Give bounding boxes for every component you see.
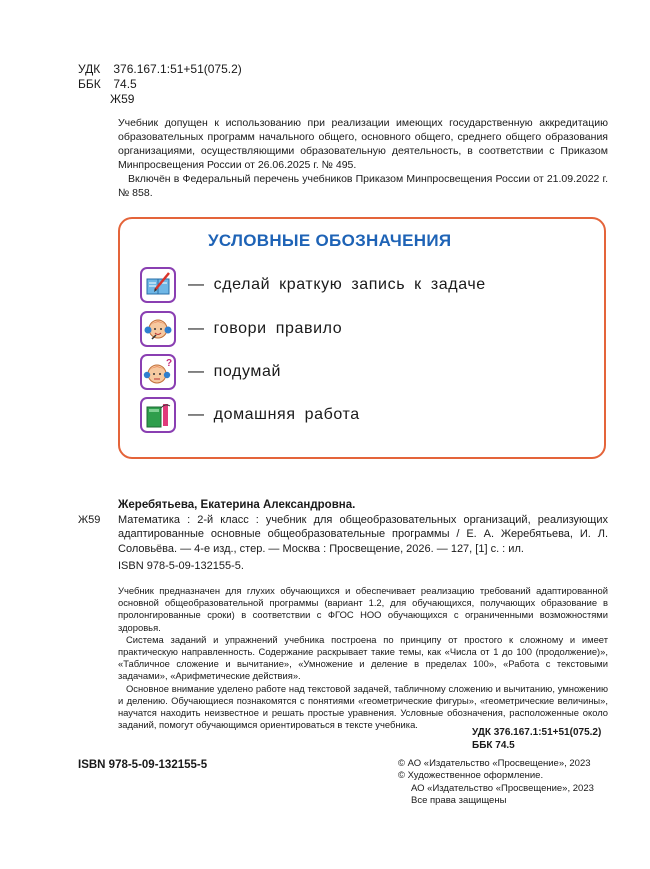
legend-title: УСЛОВНЫЕ ОБОЗНАЧЕНИЯ (208, 231, 452, 250)
isbn-bottom: ISBN 978-5-09-132155-5 (78, 759, 208, 771)
legend-item-say-rule (140, 310, 590, 348)
udk-value: 376.167.1:51+51(075.2) (113, 62, 242, 76)
copyright-line: © АО «Издательство «Просвещение», 2023 (398, 758, 591, 769)
copyright-line: АО «Издательство «Просвещение», 2023 (411, 782, 594, 794)
legend-item-short-note (140, 266, 590, 304)
bottom-udk: УДК 376.167.1:51+51(075.2) (472, 727, 602, 738)
bbk-value: 74.5 (113, 77, 137, 91)
book-description: Математика : 2-й класс : учебник для общеобразовательных организаций, реализующих адаптированные основные общеобразовательные программы / Е. А. Жеребятьева, И. Л. Соловьёва. — 4-е изд., стер. — Москва : Просвещение, 2026. — 127, [1] с. : ил. (118, 513, 608, 555)
legend-text: — говори правило (188, 320, 343, 337)
legend-item-think (140, 353, 590, 391)
author-code: Ж59 (78, 513, 101, 526)
approval-paragraph: Учебник допущен к использованию при реализации имеющих государственную аккредитацию образовательных программ начального общего, основного общего, среднего общего образования организациями, осуществляющими образовательную деятельность, в соответствии с Приказом Минпросвещения России от 26.06.2025 г. № 495. (118, 117, 608, 171)
bibliographic-record (78, 498, 608, 574)
copyright-line: Все права защищены (411, 795, 507, 807)
bbk-label: ББК (78, 77, 101, 91)
author-name: Жеребятьева, Екатерина Александровна. (118, 499, 356, 511)
notebook-pencil-icon (140, 267, 176, 303)
copyright-line: © Художественное оформление. (398, 770, 544, 782)
homework-book-icon (140, 397, 176, 433)
annotation-paragraph: Учебник предназначен для глухих обучающихся и обеспечивает реализацию требований адаптированной основной общеобразовательной программы (вариант 1.2, для обучающихся, получающих образование в пролонгированные сроки) в соответствии с ФГОС НОО обучающихся с ограниченными возможностями здоровья. (118, 585, 608, 633)
legend-text: — подумай (188, 363, 282, 380)
bottom-bbk: ББК 74.5 (472, 740, 515, 751)
author-mark: Ж59 (110, 92, 135, 106)
svg-text:?: ? (166, 358, 173, 369)
bottom-classification (472, 726, 601, 752)
legend-item-homework (140, 396, 590, 434)
udk-label: УДК (78, 62, 101, 76)
legend-text: — сделай краткую запись к задаче (188, 276, 486, 293)
isbn-entry: ISBN 978-5-09-132155-5. (118, 560, 244, 572)
speaking-child-icon (140, 311, 176, 347)
classification-codes (78, 62, 242, 107)
approval-notice (118, 116, 608, 200)
udk-row (78, 62, 242, 77)
legend-box (118, 217, 606, 459)
bbk-row (78, 77, 242, 92)
catalog-entry (78, 513, 608, 557)
federal-list-paragraph: Включён в Федеральный перечень учебников Приказом Минпросвещения России от 21.09.2022 г. № 858. (118, 173, 608, 199)
thinking-child-icon (140, 354, 176, 390)
copyright-block (398, 758, 594, 808)
annotation-paragraph: Система заданий и упражнений учебника построена по принципу от простого к сложному и имеет практическую направленность. Содержание раскрывает такие темы, как «Числа от 1 до 100 (продолжение)», «Табличное сложение и вычитание», «Умножение и деление в пределах 100», «Работа с текстовыми задачами», «Арифметические действия». (118, 633, 608, 682)
annotation-paragraph: Основное внимание уделено работе над текстовой задачей, табличному сложению и вычитанию, умножению и делению. Обучающиеся познакомятся с понятиями «геометрические фигуры», «геометрические величины», научатся находить неизвестное и решать простые уравнения. Условные обозначения, расположенные около заданий, помогут обучающимся ориентироваться в тексте учебника. (118, 682, 608, 731)
annotation (118, 585, 608, 731)
legend-text: — домашняя работа (188, 406, 360, 423)
